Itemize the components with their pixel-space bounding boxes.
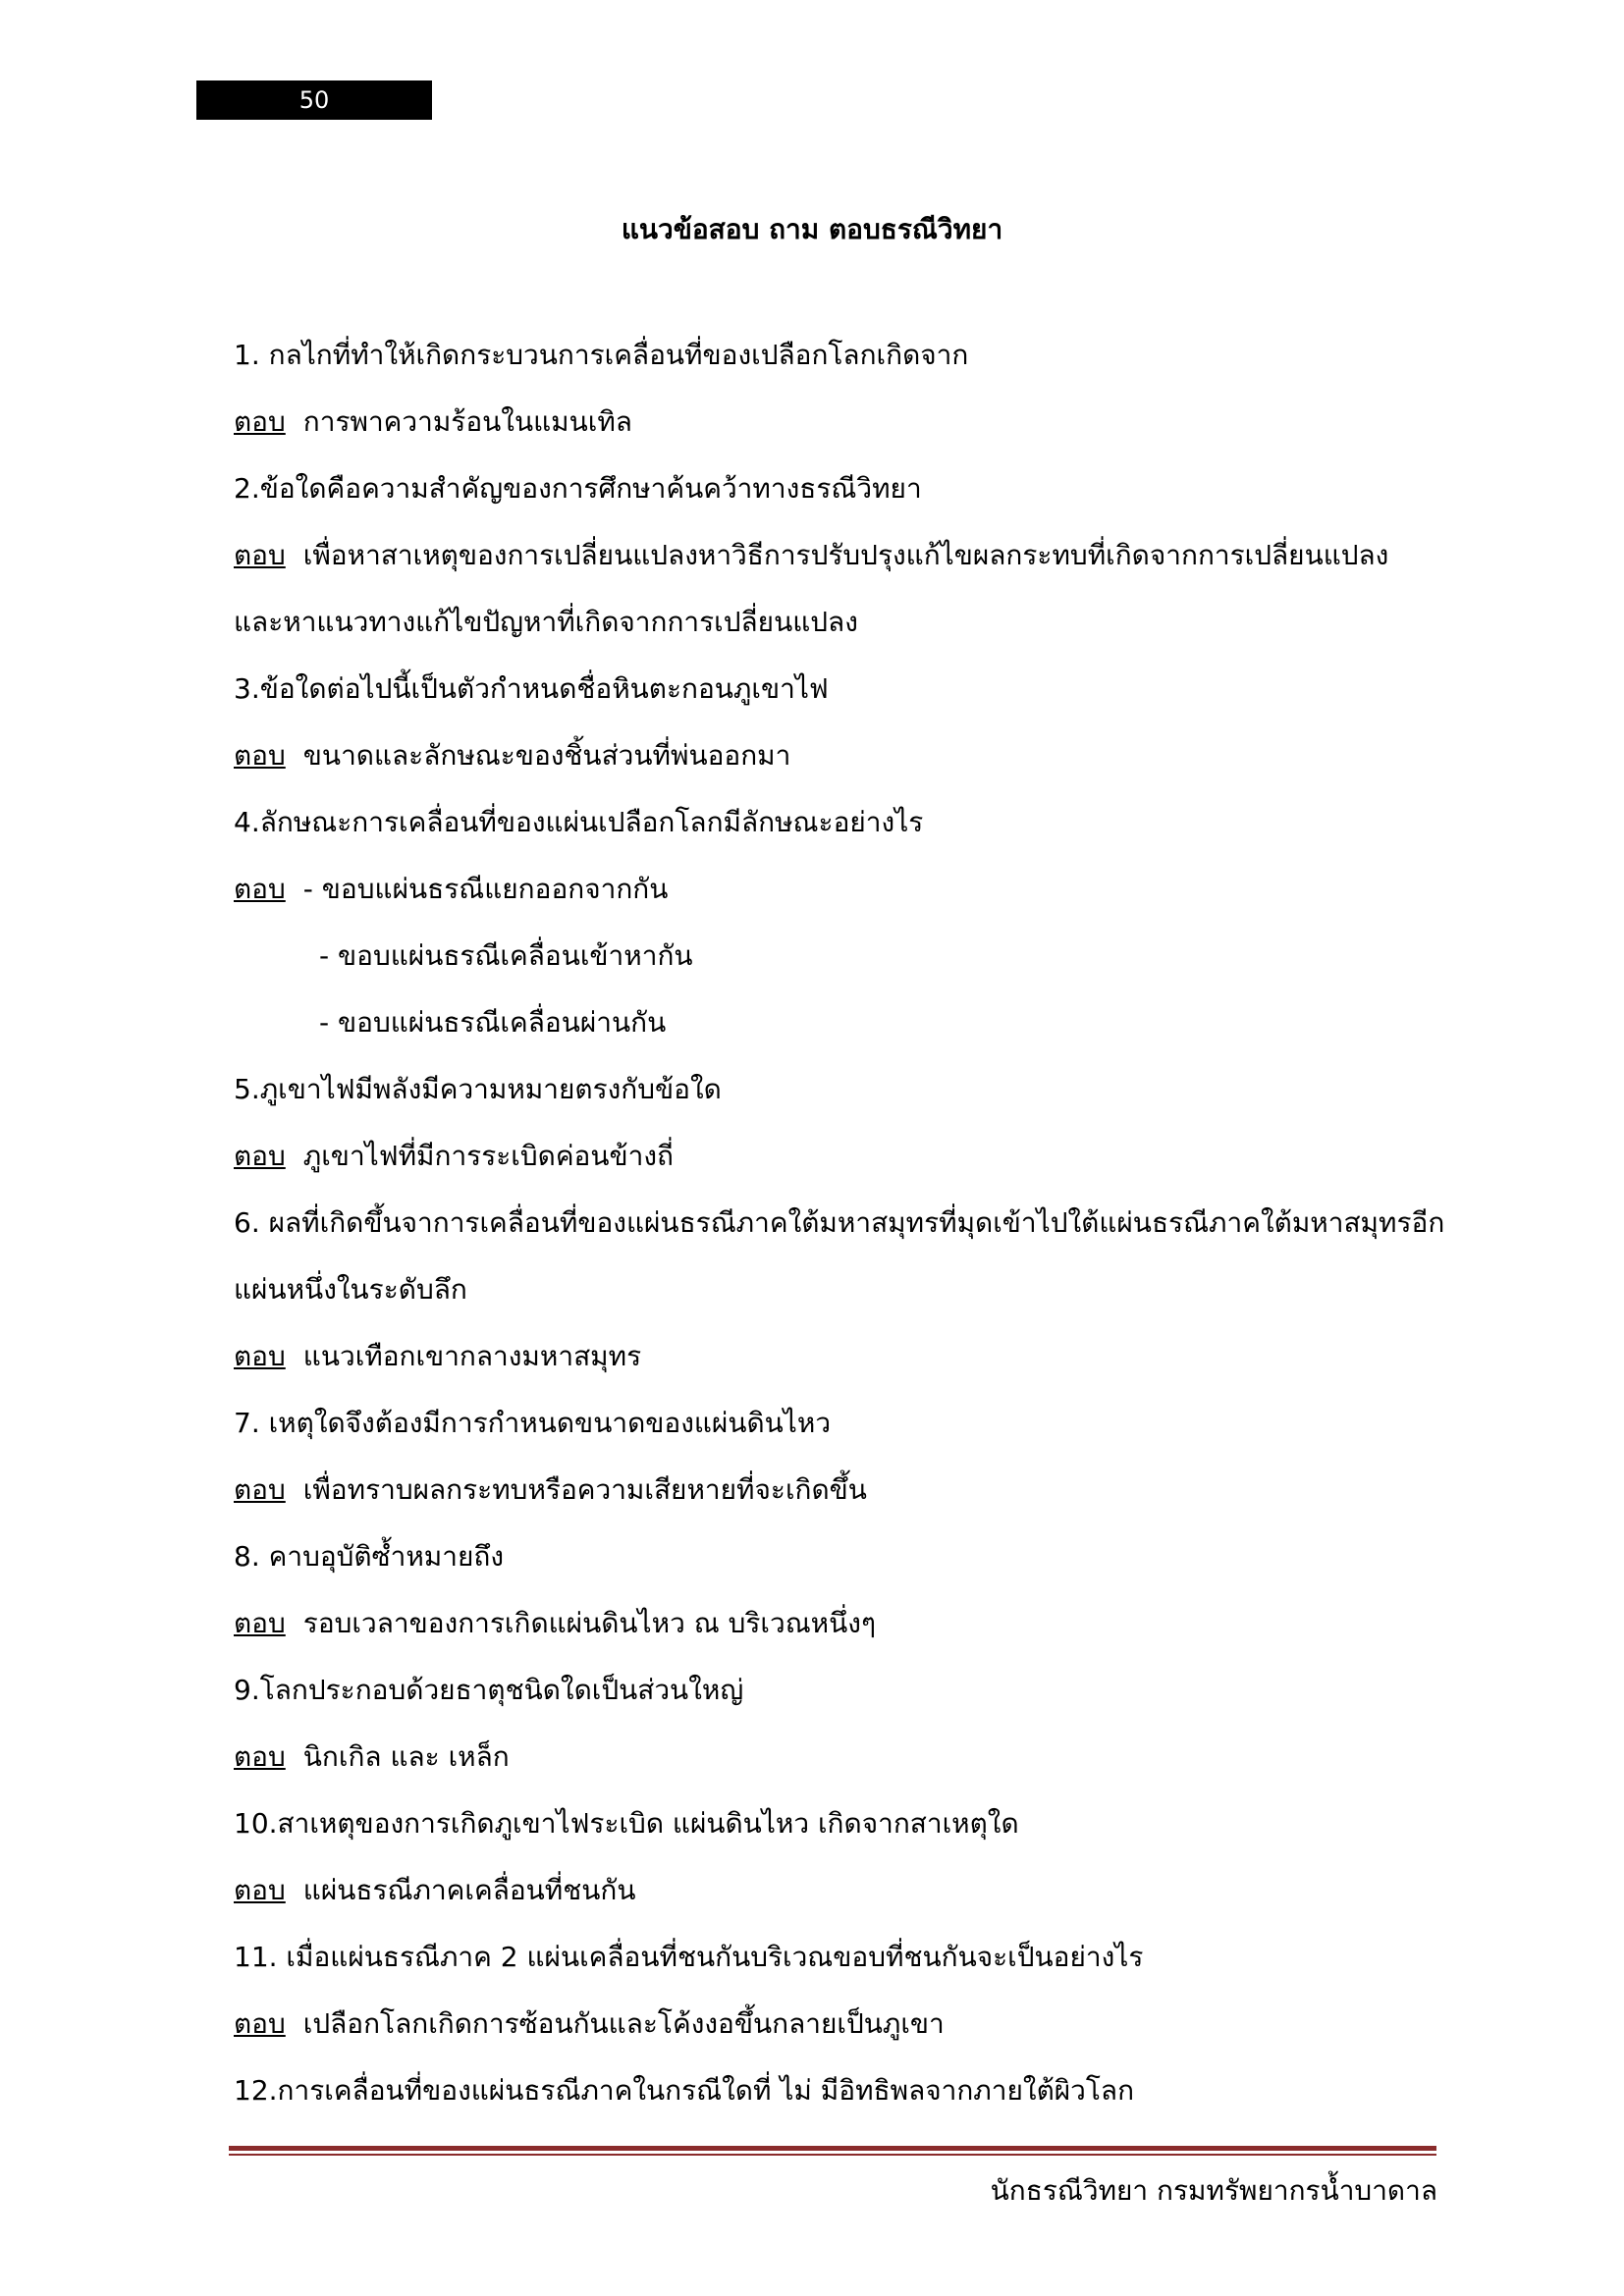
answer-label: ตอบ	[234, 2007, 286, 2040]
answer-line	[234, 870, 668, 909]
question-line: 8. คาบอุบัติซ้ำหมายถึง	[234, 1540, 505, 1573]
answer-text: เปลือกโลกเกิดการซ้อนกันและโค้งงอขึ้นกลายเป็นภูเขา	[302, 2007, 945, 2040]
answer-continuation: และหาแนวทางแก้ไขปัญหาที่เกิดจากการเปลี่ยนแปลง	[234, 606, 858, 638]
answer-label: ตอบ	[234, 1607, 286, 1639]
answer-label: ตอบ	[234, 873, 286, 905]
question-line: 10.สาเหตุของการเกิดภูเขาไฟระเบิด แผ่นดินไหว เกิดจากสาเหตุใด	[234, 1807, 1019, 1840]
answer-label: ตอบ	[234, 1473, 286, 1506]
answer-text: ภูเขาไฟที่มีการระเบิดค่อนข้างถี่	[302, 1140, 674, 1172]
document-title: แนวข้อสอบ ถาม ตอบธรณีวิทยา	[621, 213, 1003, 245]
question-line: 3.ข้อใดต่อไปนี้เป็นตัวกำหนดชื่อหินตะกอนภูเขาไฟ	[234, 672, 829, 705]
answer-text: แผ่นธรณีภาคเคลื่อนที่ชนกัน	[302, 1874, 636, 1906]
question-line: 6. ผลที่เกิดขึ้นจาการเคลื่อนที่ของแผ่นธรณีภาคใต้มหาสมุทรที่มุดเข้าไปใต้แผ่นธรณีภาคใต้มหาสมุทรอีก	[234, 1206, 1445, 1239]
answer-text: - ขอบแผ่นธรณีแยกออกจากกัน	[302, 873, 669, 905]
question-continuation: แผ่นหนึ่งในระดับลึก	[234, 1273, 467, 1306]
question-line: 5.ภูเขาไฟมีพลังมีความหมายตรงกับข้อใด	[234, 1073, 722, 1105]
answer-line	[234, 1137, 674, 1176]
footer-divider-thick	[229, 2146, 1436, 2151]
answer-label: ตอบ	[234, 1140, 286, 1172]
answer-line	[234, 402, 632, 442]
question-line: 12.การเคลื่อนที่ของแผ่นธรณีภาคในกรณีใดที่ ไม่ มีอิทธิพลจากภายใต้ผิวโลก	[234, 2074, 1135, 2107]
answer-line	[234, 1337, 641, 1376]
answer-label: ตอบ	[234, 739, 286, 772]
question-line: 4.ลักษณะการเคลื่อนที่ของแผ่นเปลือกโลกมีลักษณะอย่างไร	[234, 806, 924, 838]
answer-text: รอบเวลาของการเกิดแผ่นดินไหว ณ บริเวณหนึ่งๆ	[302, 1607, 876, 1639]
answer-text: แนวเทือกเขากลางมหาสมุทร	[302, 1340, 642, 1372]
question-line: 7. เหตุใดจึงต้องมีการกำหนดขนาดของแผ่นดินไหว	[234, 1407, 832, 1439]
answer-line	[234, 1871, 636, 1910]
answer-label: ตอบ	[234, 1874, 286, 1906]
footer-divider	[229, 2146, 1436, 2156]
answer-line	[234, 2004, 945, 2044]
answer-bullet: - ขอบแผ่นธรณีเคลื่อนผ่านกัน	[319, 1006, 667, 1039]
answer-line	[234, 536, 1388, 575]
question-line: 1. กลไกที่ทำให้เกิดกระบวนการเคลื่อนที่ของเปลือกโลกเกิดจาก	[234, 339, 969, 371]
answer-label: ตอบ	[234, 1340, 286, 1372]
answer-label: ตอบ	[234, 539, 286, 571]
answer-line	[234, 1737, 510, 1777]
answer-text: ขนาดและลักษณะของชิ้นส่วนที่พ่นออกมา	[302, 739, 791, 772]
question-line: 11. เมื่อแผ่นธรณีภาค 2 แผ่นเคลื่อนที่ชนกันบริเวณขอบที่ชนกันจะเป็นอย่างไร	[234, 1941, 1144, 1973]
question-line: 9.โลกประกอบด้วยธาตุชนิดใดเป็นส่วนใหญ่	[234, 1674, 744, 1706]
answer-text: เพื่อหาสาเหตุของการเปลี่ยนแปลงหาวิธีการปรับปรุงแก้ไขผลกระทบที่เกิดจากการเปลี่ยนแปลง	[302, 539, 1389, 571]
answer-text: เพื่อทราบผลกระทบหรือความเสียหายที่จะเกิดขึ้น	[302, 1473, 867, 1506]
answer-bullet: - ขอบแผ่นธรณีเคลื่อนเข้าหากัน	[319, 939, 693, 972]
answer-line	[234, 1470, 867, 1510]
answer-line	[234, 736, 790, 775]
footer-divider-thin	[229, 2154, 1436, 2156]
answer-label: ตอบ	[234, 405, 286, 438]
answer-label: ตอบ	[234, 1740, 286, 1773]
answer-line	[234, 1604, 876, 1643]
answer-text: การพาความร้อนในแมนเทิล	[302, 405, 632, 438]
answer-text: นิกเกิล และ เหล็ก	[302, 1740, 510, 1773]
question-line: 2.ข้อใดคือความสำคัญของการศึกษาค้นคว้าทางธรณีวิทยา	[234, 472, 922, 505]
page-number: 50	[196, 80, 432, 120]
footer-text: นักธรณีวิทยา กรมทรัพยากรน้ำบาดาล	[990, 2174, 1437, 2207]
